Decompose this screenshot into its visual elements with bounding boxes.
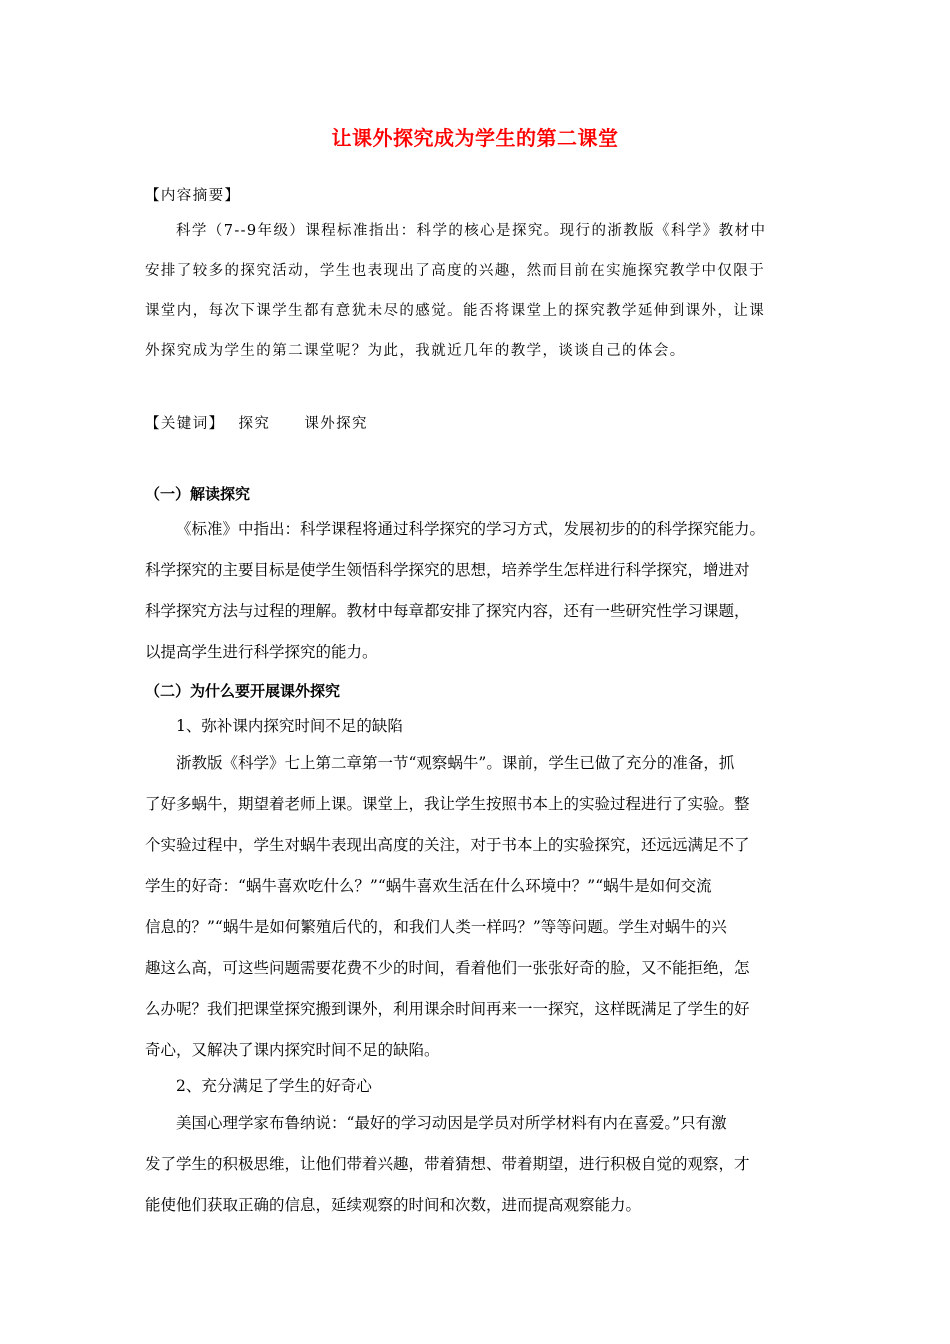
keyword-item: 探究: [238, 416, 271, 432]
paragraph-line: 学生的好奇：“蜗牛喜欢吃什么？”“蜗牛喜欢生活在什么环境中？”“蜗牛是如何交流: [145, 877, 712, 895]
paragraph-line: 《标准》中指出：科学课程将通过科学探究的学习方式，发展初步的的科学探究能力。: [176, 520, 766, 538]
paragraph-line: 了好多蜗牛，期望着老师上课。课堂上，我让学生按照书本上的实验过程进行了实验。整: [145, 795, 750, 813]
subsection-heading: 2、充分满足了学生的好奇心: [176, 1077, 372, 1095]
paragraph-line: 奇心，又解决了课内探究时间不足的缺陷。: [145, 1041, 440, 1059]
paragraph-line: 信息的？”“蜗牛是如何繁殖后代的，和我们人类一样吗？”等等问题。学生对蜗牛的兴: [145, 918, 727, 936]
abstract-line: 科学（7--9年级）课程标准指出：科学的核心是探究。现行的浙教版《科学》教材中: [176, 223, 767, 239]
paragraph-line: 趣这么高，可这些问题需要花费不少的时间，看着他们一张张好奇的脸，又不能拒绝，怎: [145, 959, 750, 977]
keyword-item: 课外探究: [304, 416, 368, 432]
page-title: 让课外探究成为学生的第二课堂: [331, 126, 619, 150]
abstract-label: 【内容摘要】: [145, 188, 241, 204]
paragraph-line: 美国心理学家布鲁纳说：“最好的学习动因是学员对所学材料有内在喜爱。”只有激: [176, 1114, 727, 1132]
paragraph-line: 科学探究的主要目标是使学生领悟科学探究的思想，培养学生怎样进行科学探究，增进对: [145, 561, 750, 579]
paragraph-line: 个实验过程中，学生对蜗牛表现出高度的关注，对于书本上的实验探究，还远远满足不了: [145, 836, 750, 854]
abstract-line: 安排了较多的探究活动，学生也表现出了高度的兴趣，然而目前在实施探究教学中仅限于: [145, 263, 766, 279]
keywords-row: [145, 414, 368, 434]
paragraph-line: 浙教版《科学》七上第二章第一节“观察蜗牛”。课前，学生已做了充分的准备，抓: [176, 754, 735, 772]
paragraph-line: 以提高学生进行科学探究的能力。: [145, 643, 378, 661]
section-heading: （二）为什么要开展课外探究: [145, 682, 341, 700]
paragraph-line: 么办呢？我们把课堂探究搬到课外，利用课余时间再来一一探究，这样既满足了学生的好: [145, 1000, 750, 1018]
paragraph-line: 发了学生的积极思维，让他们带着兴趣，带着猜想、带着期望，进行积极自觉的观察，才: [145, 1155, 750, 1173]
abstract-line: 课堂内，每次下课学生都有意犹未尽的感觉。能否将课堂上的探究教学延伸到课外，让课: [145, 303, 766, 319]
abstract-line: 外探究成为学生的第二课堂呢？为此，我就近几年的教学，谈谈自己的体会。: [145, 343, 686, 359]
subsection-heading: 1、弥补课内探究时间不足的缺陷: [176, 717, 403, 735]
paragraph-line: 科学探究方法与过程的理解。教材中每章都安排了探究内容，还有一些研究性学习课题，: [145, 602, 750, 620]
paragraph-line: 能使他们获取正确的信息，延续观察的时间和次数，进而提高观察能力。: [145, 1196, 642, 1214]
section-heading: （一）解读探究: [145, 485, 251, 503]
keywords-label: 【关键词】: [145, 416, 225, 432]
